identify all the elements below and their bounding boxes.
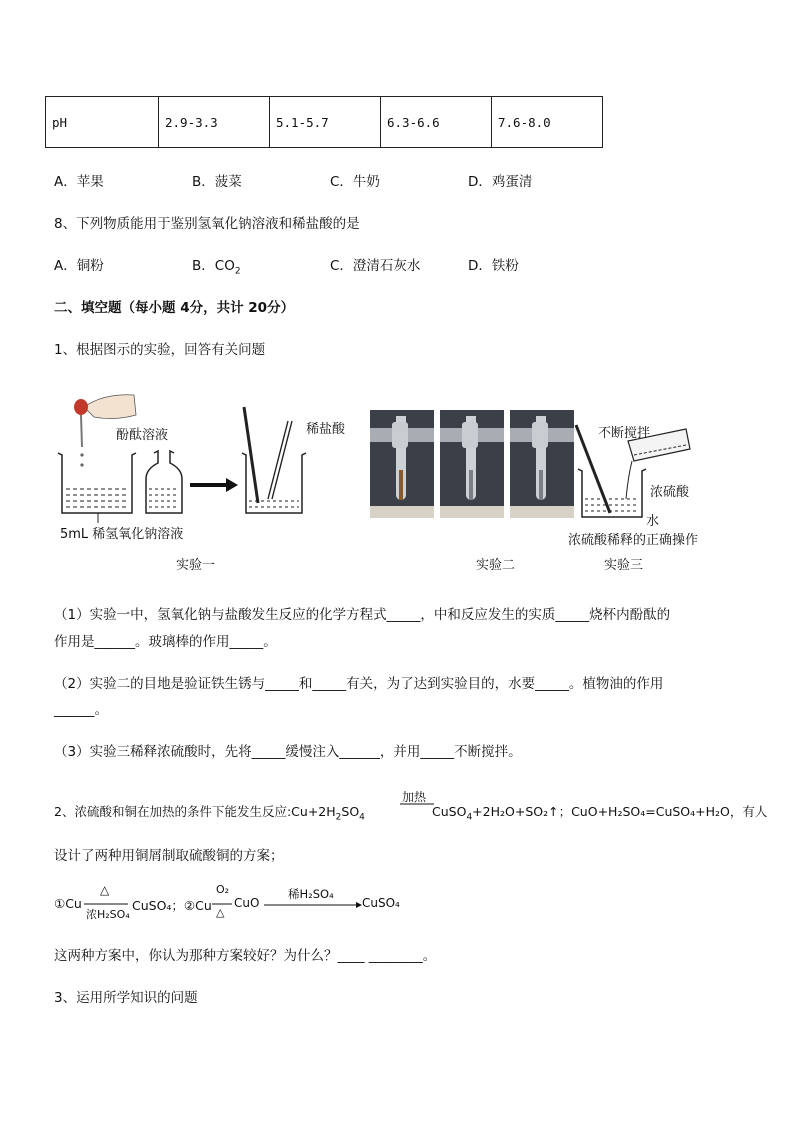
label-naoh: 5mL 稀氢氧化钠溶液 [60, 527, 184, 542]
label-experiment-3: 实验三 [604, 558, 644, 573]
table-cell: pH [46, 97, 159, 148]
fill2-line2: 设计了两种用铜屑制取硫酸铜的方案； [54, 848, 284, 864]
rust-test-photo [440, 410, 504, 518]
fill2-reaction-tail: CuSO$_4$+2H₂O+SO₂↑；CuO+H₂SO₄=CuSO₄+H₂O，有人 [432, 804, 768, 823]
ph-table [45, 96, 603, 148]
fill1-q1-line1: （1）实验一中，氢氧化钠与盐酸发生反应的化学方程式_____，中和反应发生的实质_____烧杯内酚酞的 [54, 607, 671, 623]
fill1-q2-line2: ______。 [54, 702, 108, 718]
scheme2-end: CuSO₄ [362, 896, 400, 910]
condition-heat: 加热 [402, 790, 427, 804]
scheme1-start: ①Cu [54, 896, 82, 911]
fill2-question: 这两种方案中，你认为那种方案较好？为什么？____ ________。 [54, 948, 437, 964]
label-experiment-2: 实验二 [476, 558, 516, 573]
table-cell: 2.9-3.3 [159, 97, 270, 148]
label-hcl: 稀盐酸 [306, 422, 346, 437]
scheme1-top: △ [100, 883, 110, 897]
fill3-stem: 3、运用所学知识的问题 [54, 990, 198, 1006]
q8-stem: 8、下列物质能用于鉴别氢氧化钠溶液和稀盐酸的是 [54, 216, 360, 232]
scheme2-top: O₂ [216, 883, 230, 896]
fill1-q3: （3）实验三稀释浓硫酸时，先将_____缓慢注入______，并用_____不断搅拌。 [54, 744, 522, 760]
table-cell: 6.3-6.6 [381, 97, 492, 148]
label-correct-operation: 浓硫酸稀释的正确操作 [568, 533, 699, 548]
fill2-stem: 2、浓硫酸和铜在加热的条件下能发生反应$:Cu+2H_2SO_4$ [54, 804, 365, 823]
beaker-with-rod-icon [242, 407, 306, 513]
reagent-bottle-icon [146, 451, 182, 513]
q7-option-b: B．菠菜 [192, 174, 242, 190]
fill1-q2-line1: （2）实验二的目地是验证铁生锈与_____和_____有关，为了达到实验目的，水要_____。植物油的作用 [54, 676, 664, 692]
fill1-q1-line2: 作用是______。玻璃棒的作用_____。 [54, 634, 277, 650]
q8-option-c: C．澄清石灰水 [330, 258, 421, 274]
label-experiment-1: 实验一 [176, 558, 216, 573]
table-row [46, 97, 603, 148]
scheme1-end: CuSO₄；②Cu [132, 898, 212, 913]
scheme1-bottom: 浓H₂SO₄ [86, 908, 130, 921]
label-indicator: 酚酞溶液 [116, 428, 169, 443]
q8-option-a: A．铜粉 [54, 258, 104, 274]
section-title: 二、填空题（每小题 4分，共计 20分） [54, 300, 295, 316]
table-cell: 7.6-8.0 [492, 97, 603, 148]
reaction-line [400, 802, 434, 806]
q8-option-b: B．$CO_2$ [192, 258, 241, 277]
fill1-stem: 1、根据图示的实验，回答有关问题 [54, 342, 266, 358]
scheme2-mid: CuO [234, 896, 260, 910]
arrow-right-icon [190, 478, 238, 492]
q7-option-c: C．牛奶 [330, 174, 380, 190]
scheme2-bottom: △ [216, 906, 225, 919]
table-cell: 5.1-5.7 [270, 97, 381, 148]
label-water: 水 [646, 514, 660, 529]
scheme2-reagent: 稀H₂SO₄ [288, 887, 334, 901]
label-stir: 不断搅拌 [598, 426, 651, 441]
rust-test-photo [370, 410, 434, 518]
scheme2-long-arrow [264, 901, 362, 909]
q7-option-a: A．苹果 [54, 174, 104, 190]
label-conc-acid: 浓硫酸 [650, 485, 690, 500]
q8-option-d: D．铁粉 [468, 258, 519, 274]
q7-option-d: D．鸡蛋清 [468, 174, 533, 190]
beaker-icon [58, 453, 136, 523]
rust-test-photo [510, 410, 574, 518]
